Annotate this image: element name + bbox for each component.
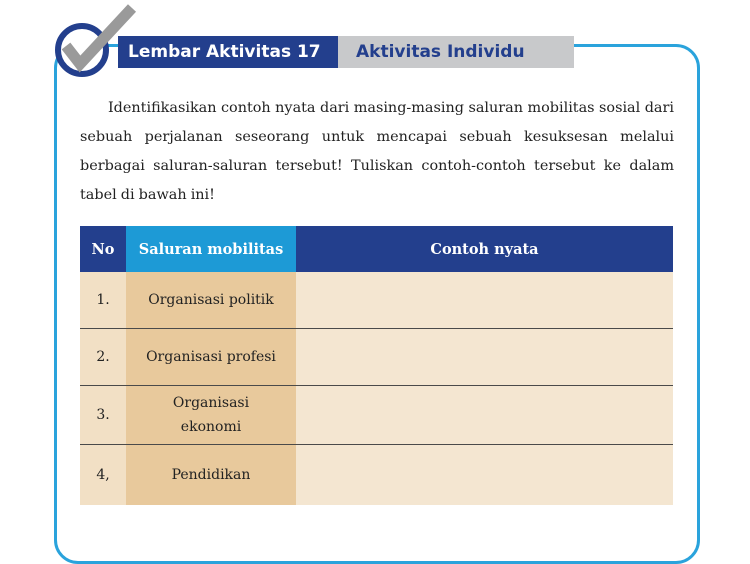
table-row: [80, 445, 673, 506]
header-saluran: Saluran mobilitas: [126, 226, 296, 272]
table-row: [80, 329, 673, 386]
row-contoh-cell[interactable]: [296, 445, 673, 506]
row-saluran: Organisasi ekonomi: [126, 386, 296, 445]
row-number: 2.: [80, 329, 126, 386]
instruction-text: Identifikasikan contoh nyata dari masing-masing saluran mobilitas sosial dari sebuah perjalanan seseorang untuk mencapai sebuah kesuksesan melalui berbagai saluran-saluran tersebut! Tuliskan contoh-contoh tersebut ke dalam tabel di bawah ini!: [80, 100, 674, 203]
activity-subtitle: Aktivitas Individu: [338, 36, 574, 68]
row-contoh-cell[interactable]: [296, 329, 673, 386]
row-saluran: Organisasi politik: [126, 272, 296, 329]
header-no: No: [80, 226, 126, 272]
table-row: [80, 272, 673, 329]
activity-title: Lembar Aktivitas 17: [118, 36, 338, 68]
row-saluran: Pendidikan: [126, 445, 296, 506]
row-contoh-cell[interactable]: [296, 386, 673, 445]
row-number: 4,: [80, 445, 126, 506]
table-row: [80, 386, 673, 445]
activity-table: [80, 226, 673, 505]
row-number: 3.: [80, 386, 126, 445]
table-header-row: [80, 226, 673, 272]
row-number: 1.: [80, 272, 126, 329]
header-contoh: Contoh nyata: [296, 226, 673, 272]
row-saluran: Organisasi profesi: [126, 329, 296, 386]
row-contoh-cell[interactable]: [296, 272, 673, 329]
